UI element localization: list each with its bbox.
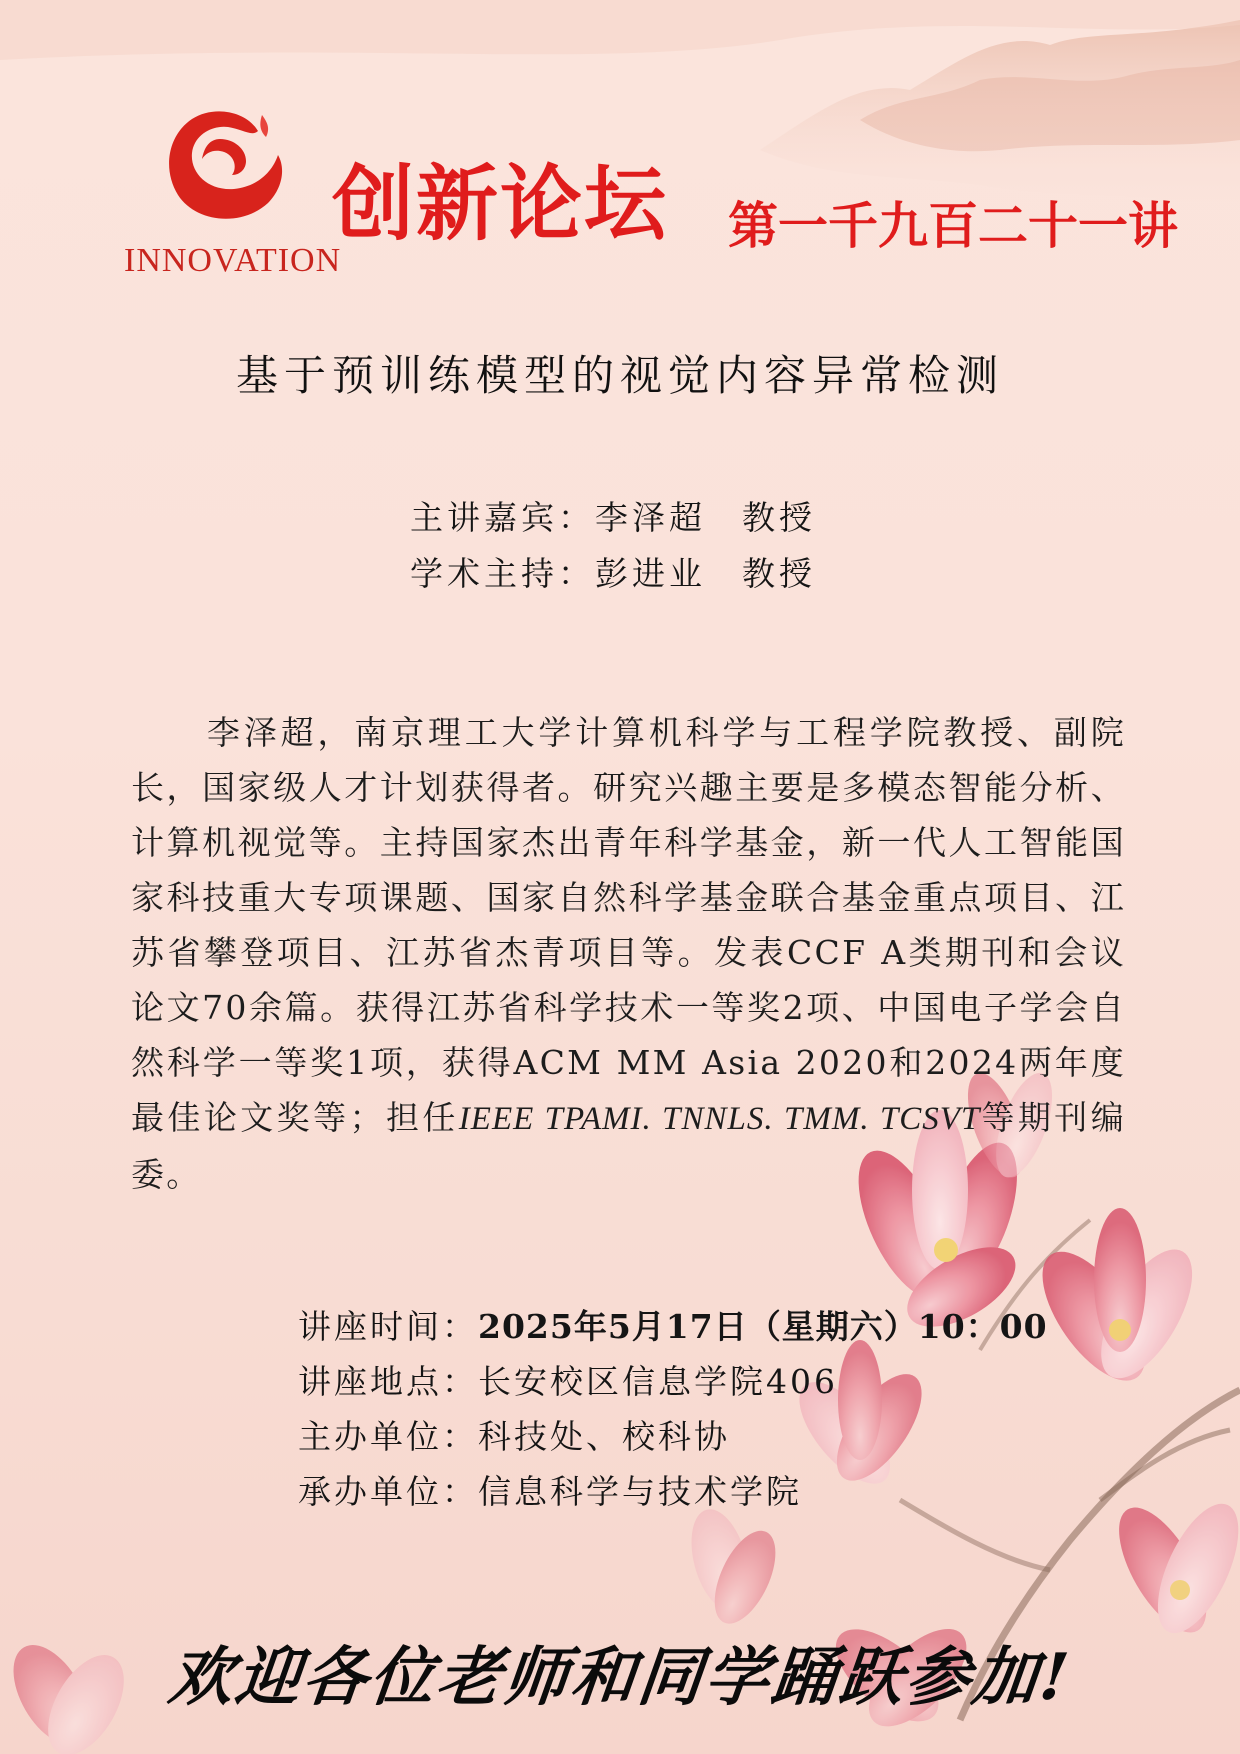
undertaker-value: 信息科学与技术学院 [478,1472,802,1511]
lecture-location-line [298,1360,838,1404]
speaker-bio [131,705,1126,1202]
bio-text: 李泽超，南京理工大学计算机科学与工程学院教授、副院长，国家级人才计划获得者。研究兴趣主要是多模态智能分析、计算机视觉等。主持国家杰出青年科学基金，新一代人工智能国家科技重大专项课题、国家自然科学基金联合基金重点项目、江苏省攀登项目、江苏省杰青项目等。发表CCF A类期刊和会议论文70余篇。获得江苏省科学技术一等奖2项、中国电子学会自然科学一等奖1项，获得ACM MM Asia 2020和2024两年度最佳论文奖等；担任 [131,713,1126,1137]
undertaker-line [298,1470,802,1514]
welcome-message: 欢迎各位老师和同学踊跃参加! [165,1640,1076,1715]
host-title: 教授 [742,554,816,593]
speaker-label: 主讲嘉宾： [410,498,595,537]
organizer-value: 科技处、校科协 [478,1417,730,1456]
location-value: 长安校区信息学院406 [478,1362,838,1401]
speaker-title: 教授 [742,498,816,537]
innovation-logo-icon [158,103,288,228]
logo-text: INNOVATION [124,242,342,279]
time-value: 2025年5月17日（星期六）10：00 [478,1307,1048,1346]
bio-journals: IEEE TPAMI. TNNLS. TMM. TCSVT [458,1101,981,1137]
lecture-number: 第一千九百二十一讲 [728,197,1178,255]
host-name: 彭进业 [595,554,706,593]
speaker-line [410,496,816,540]
organizer-label: 主办单位： [298,1417,478,1456]
lecture-time-line [298,1305,1048,1349]
undertaker-label: 承办单位： [298,1472,478,1511]
talk-title: 基于预训练模型的视觉内容异常检测 [235,351,1004,400]
time-label: 讲座时间： [298,1307,478,1346]
location-label: 讲座地点： [298,1362,478,1401]
bio-text-end: 等期刊编委。 [131,1098,1127,1194]
forum-title: 创新论坛 [332,157,669,252]
organizer-line [298,1415,730,1459]
host-label: 学术主持： [410,554,595,593]
host-line [410,552,816,596]
speaker-name: 李泽超 [595,498,706,537]
